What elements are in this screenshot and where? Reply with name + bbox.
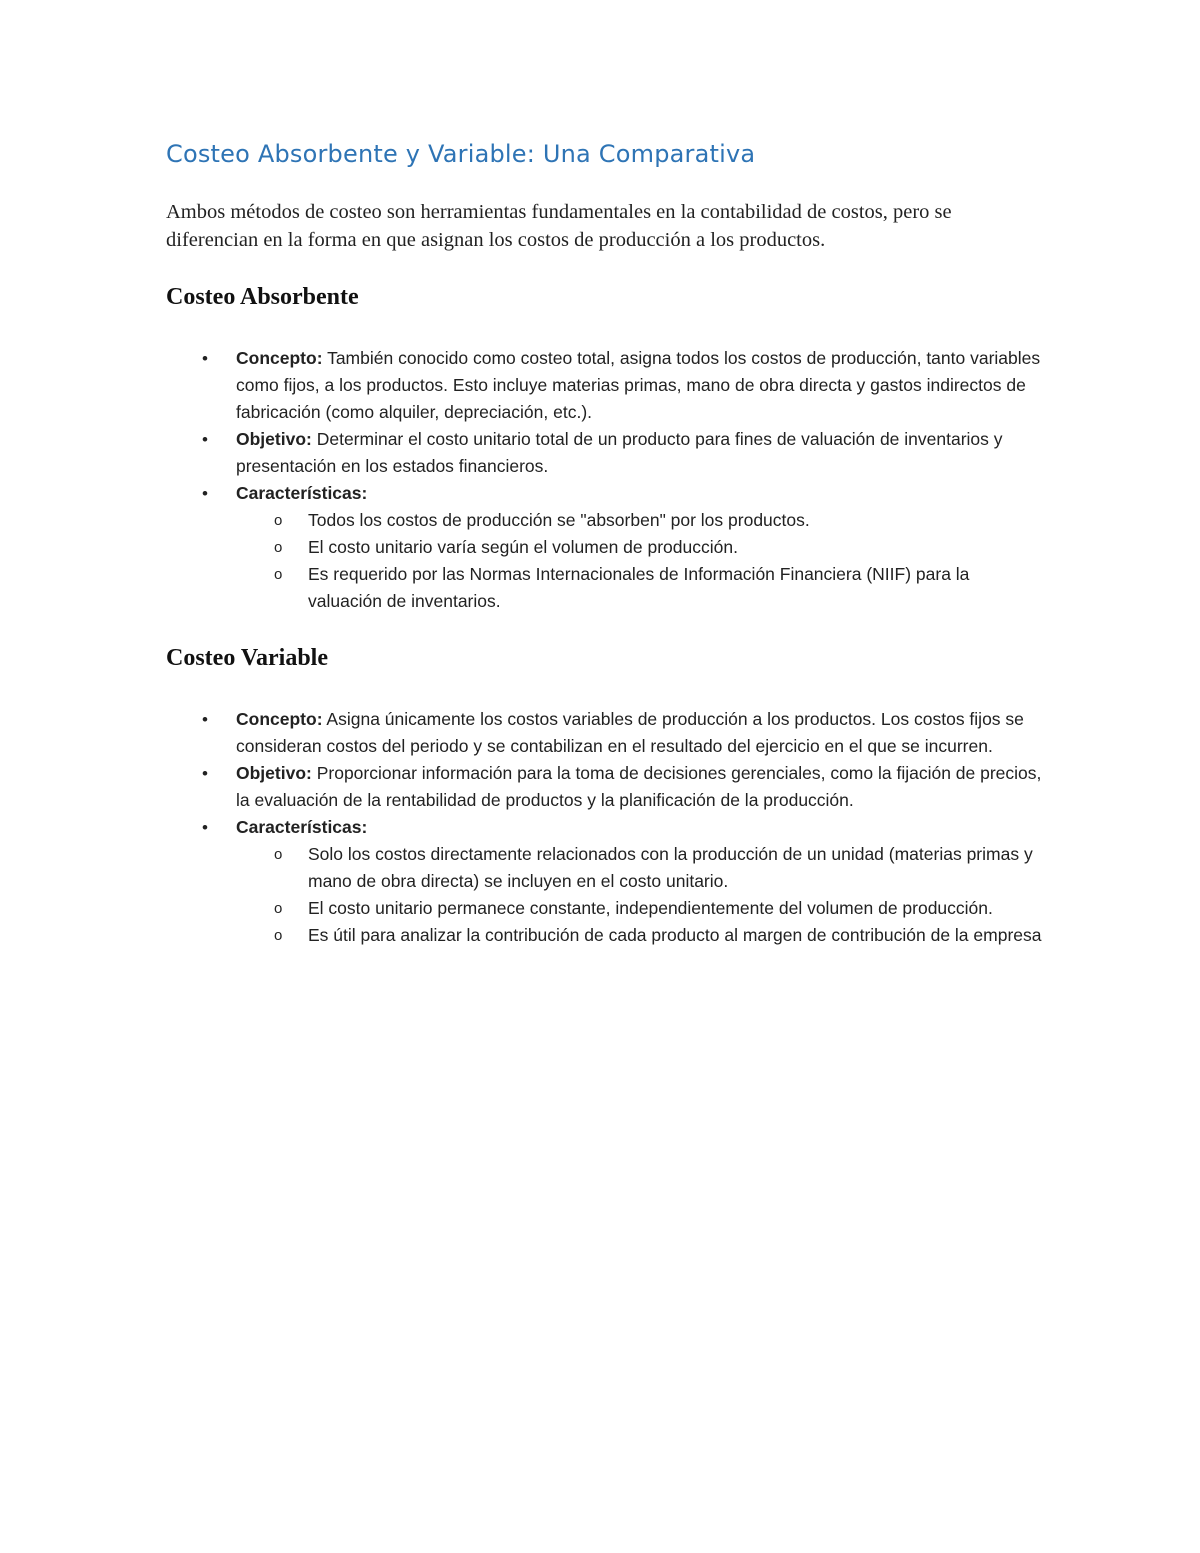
list-item (166, 760, 1046, 814)
sub-list-item (236, 841, 1046, 895)
sub-item-text: Solo los costos directamente relacionados con la producción de un unidad (materias primas y mano de obra directa) se incluyen en el costo unitario. (308, 844, 1033, 891)
sub-item-text: Es útil para analizar la contribución de cada producto al margen de contribución de la empresa (308, 925, 1042, 945)
bullet-icon: • (202, 484, 208, 503)
item-term: Características: (236, 817, 368, 837)
list-item (166, 706, 1046, 760)
sub-list (236, 507, 1046, 615)
bullet-list (166, 345, 1046, 615)
item-term: Características: (236, 483, 368, 503)
sub-item-text: El costo unitario permanece constante, independientemente del volumen de producción. (308, 898, 993, 918)
item-term: Objetivo: (236, 763, 312, 783)
section-costeo-absorbente (166, 284, 1046, 615)
item-text: Determinar el costo unitario total de un producto para fines de valuación de inventarios y presentación en los estados financieros. (236, 429, 1003, 476)
bullet-icon: • (202, 710, 208, 729)
sub-list-item (236, 561, 1046, 615)
list-item (166, 426, 1046, 480)
sub-bullet-icon: o (274, 927, 283, 944)
sub-list-item (236, 922, 1046, 949)
sub-item-text: Es requerido por las Normas Internacionales de Información Financiera (NIIF) para la valuación de inventarios. (308, 564, 970, 611)
list-item (166, 814, 1046, 949)
list-item (166, 345, 1046, 426)
sub-list-item (236, 534, 1046, 561)
sub-list-item (236, 507, 1046, 534)
bullet-icon: • (202, 430, 208, 449)
item-term: Objetivo: (236, 429, 312, 449)
document-page (166, 140, 1046, 979)
intro-paragraph: Ambos métodos de costeo son herramientas fundamentales en la contabilidad de costos, pero se diferencian en la forma en que asignan los costos de producción a los productos. (166, 201, 952, 251)
sub-bullet-icon: o (274, 566, 283, 583)
item-term: Concepto: (236, 709, 323, 729)
sub-list-item (236, 895, 1046, 922)
sub-bullet-icon: o (274, 512, 283, 529)
bullet-icon: • (202, 349, 208, 368)
sub-bullet-icon: o (274, 900, 283, 917)
bullet-icon: • (202, 818, 208, 837)
sub-item-text: El costo unitario varía según el volumen de producción. (308, 537, 738, 557)
sub-list (236, 841, 1046, 949)
bullet-icon: • (202, 764, 208, 783)
sub-bullet-icon: o (274, 539, 283, 556)
item-text: Asigna únicamente los costos variables de producción a los productos. Los costos fijos se consideran costos del periodo y se contabilizan en el resultado del ejercicio en el que se incurren. (236, 709, 1024, 756)
sub-item-text: Todos los costos de producción se "absorben" por los productos. (308, 510, 810, 530)
item-term: Concepto: (236, 348, 323, 368)
item-text: Proporcionar información para la toma de decisiones gerenciales, como la fijación de precios, la evaluación de la rentabilidad de productos y la planificación de la producción. (236, 763, 1042, 810)
list-item (166, 480, 1046, 615)
item-text: También conocido como costeo total, asigna todos los costos de producción, tanto variables como fijos, a los productos. Esto incluye materias primas, mano de obra directa y gastos indirectos de fabricación (como alquiler, depreciación, etc.). (236, 348, 1041, 422)
bullet-list (166, 706, 1046, 949)
sub-bullet-icon: o (274, 846, 283, 863)
section-heading: Costeo Absorbente (166, 284, 359, 310)
section-heading: Costeo Variable (166, 645, 328, 671)
document-title: Costeo Absorbente y Variable: Una Comparativa (166, 140, 756, 168)
section-costeo-variable (166, 645, 1046, 949)
